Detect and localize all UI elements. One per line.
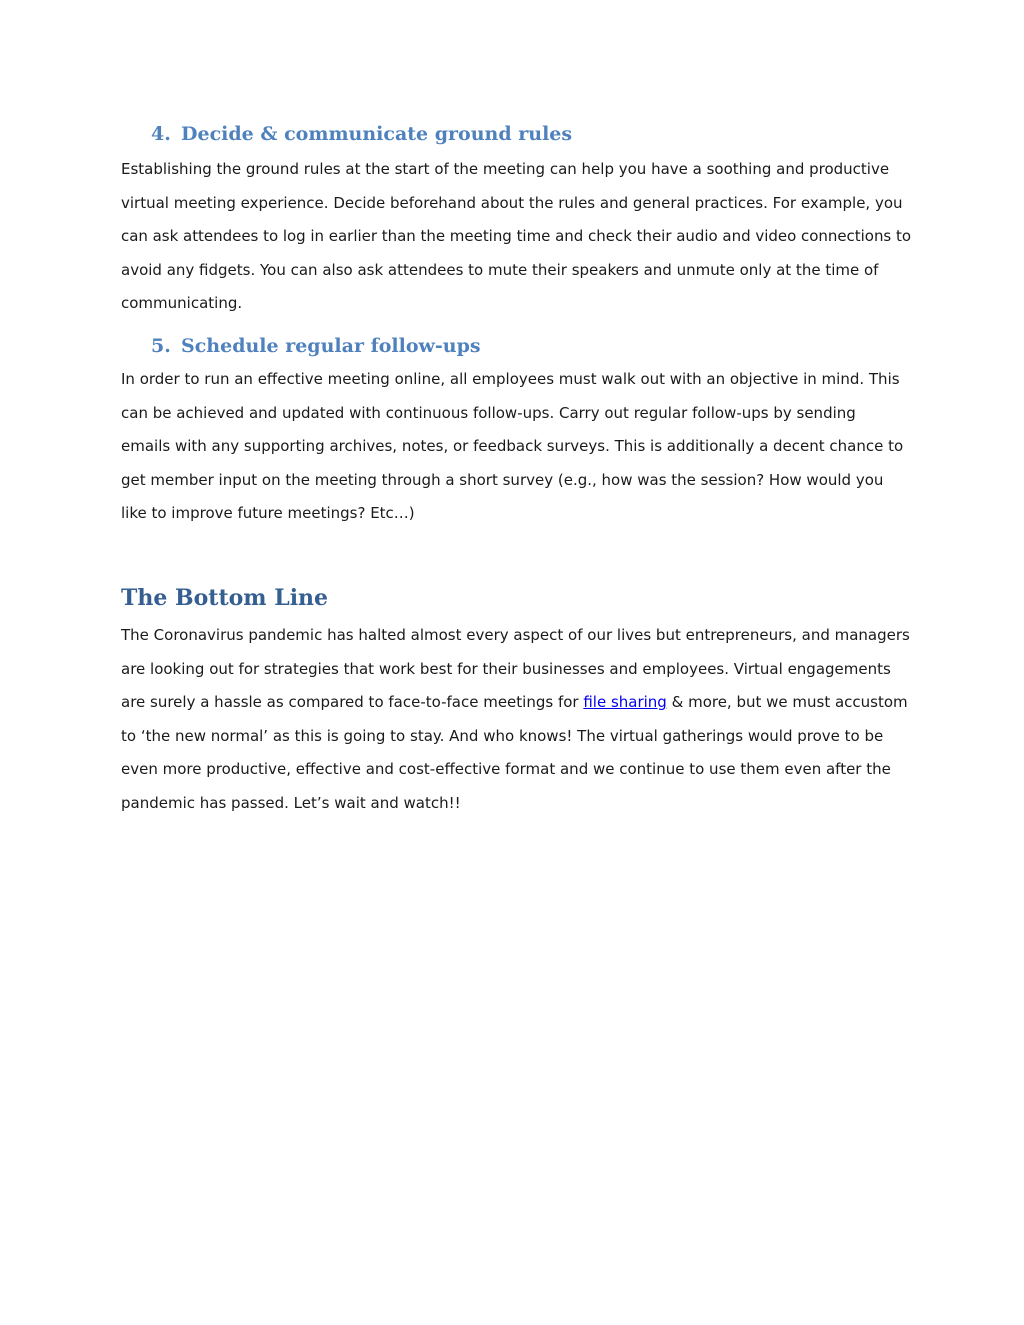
bottom-line-paragraph xyxy=(121,619,911,821)
paragraph-line: communicating. xyxy=(121,294,243,313)
paragraph-line: get member input on the meeting through a short survey (e.g., how was the session? How would you xyxy=(121,470,884,489)
section-4-heading xyxy=(121,118,911,150)
section-5-paragraph xyxy=(121,363,911,531)
paragraph-line: even more productive, effective and cost-effective format and we continue to use them even after the xyxy=(121,760,891,779)
paragraph-line xyxy=(121,686,911,720)
line-text-after-link: & more, but we must accustom xyxy=(666,693,908,712)
section-4-title: Decide & communicate ground rules xyxy=(181,123,573,145)
paragraph-line: The Coronavirus pandemic has halted almost every aspect of our lives but entrepreneurs, and managers xyxy=(121,625,910,644)
bottom-line-heading: The Bottom Line xyxy=(121,584,329,611)
line-text-before-link: are surely a hassle as compared to face-to-face meetings for xyxy=(121,693,584,712)
paragraph-line: emails with any supporting archives, notes, or feedback surveys. This is additionally a decent chance to xyxy=(121,437,904,456)
paragraph-line: can be achieved and updated with continuous follow-ups. Carry out regular follow-ups by sending xyxy=(121,403,856,422)
section-4-number: 4. xyxy=(151,123,171,145)
section-4-paragraph xyxy=(121,153,911,321)
paragraph-line: like to improve future meetings? Etc…) xyxy=(121,504,415,523)
paragraph-line: can ask attendees to log in earlier than the meeting time and check their audio and video connections to xyxy=(121,227,911,246)
section-5-number: 5. xyxy=(151,334,171,357)
page-content xyxy=(121,118,911,821)
paragraph-line: to ‘the new normal’ as this is going to stay. And who knows! The virtual gatherings would prove to be xyxy=(121,726,884,745)
paragraph-line: pandemic has passed. Let’s wait and watch!! xyxy=(121,793,461,812)
paragraph-line: virtual meeting experience. Decide beforehand about the rules and general practices. For example, you xyxy=(121,193,903,212)
file-sharing-link[interactable]: file sharing xyxy=(583,693,667,712)
paragraph-line: are looking out for strategies that work best for their businesses and employees. Virtual engagements xyxy=(121,659,891,678)
paragraph-line: avoid any fidgets. You can also ask attendees to mute their speakers and unmute only at the time of xyxy=(121,260,879,279)
paragraph-line: Establishing the ground rules at the start of the meeting can help you have a soothing and productive xyxy=(121,160,890,178)
section-5-title: Schedule regular follow-ups xyxy=(181,334,481,357)
section-5-heading xyxy=(121,330,911,362)
paragraph-line: In order to run an effective meeting online, all employees must walk out with an objective in mind. This xyxy=(121,369,900,388)
